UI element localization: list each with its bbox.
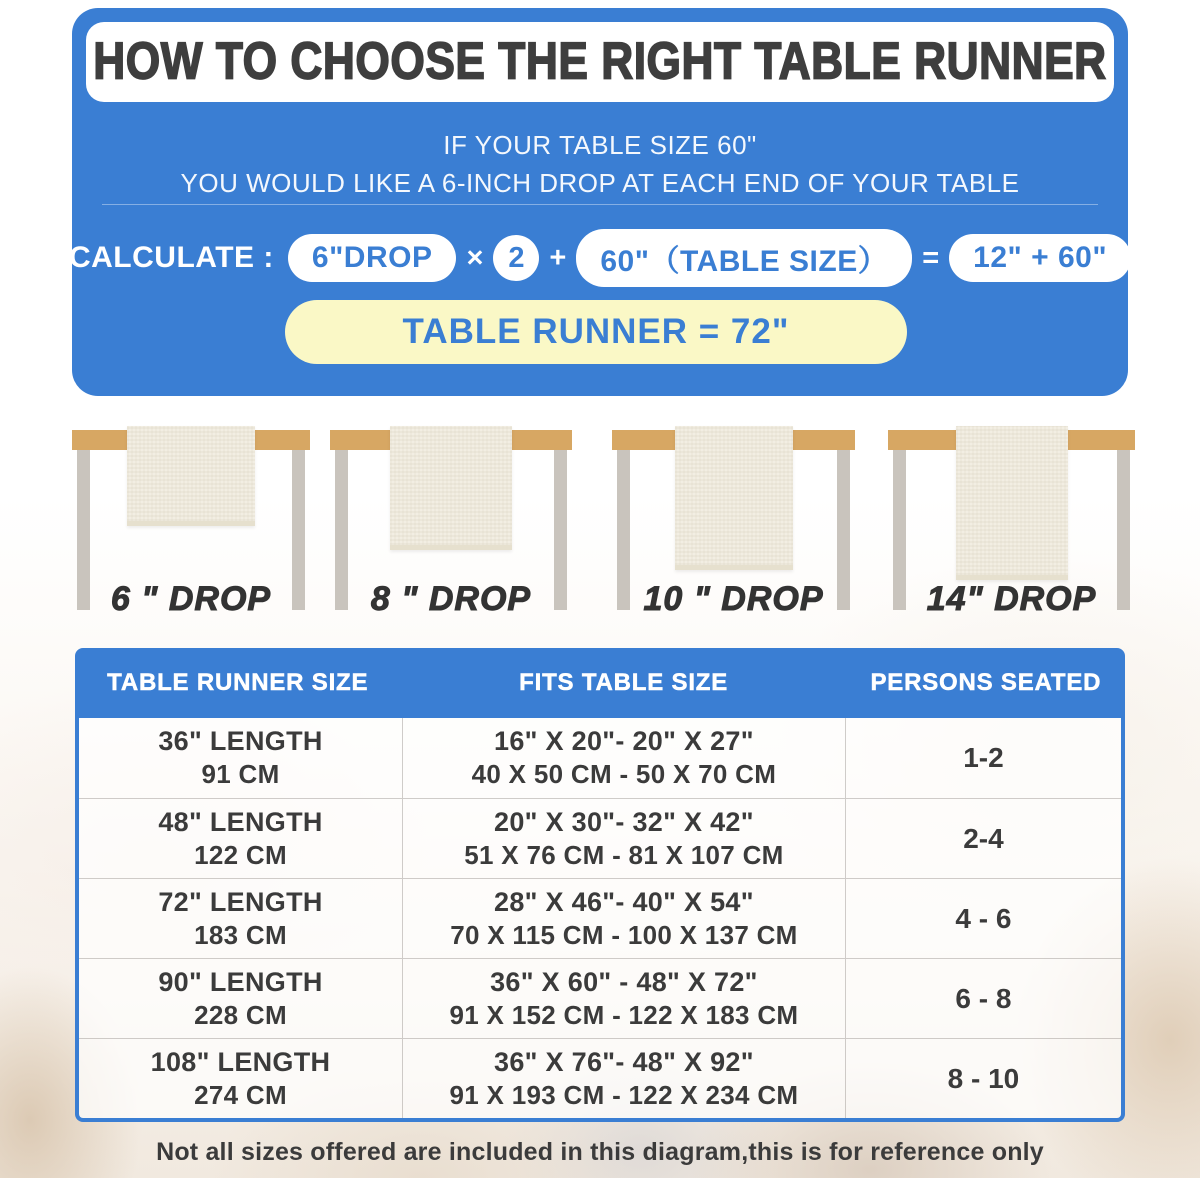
result-text: TABLE RUNNER = 72" [402,312,790,351]
table-illustration-10-inch [612,430,855,630]
equals-operator: = [922,241,940,274]
header-panel [68,8,1128,396]
runner-length-inches: 72" LENGTH [158,886,323,917]
runner-size-cell [79,800,402,878]
fits-table-cell [402,799,845,878]
fits-size-cm: 51 X 76 CM - 81 X 107 CM [464,839,784,870]
runner-length-cm: 274 CM [194,1079,287,1110]
calculation-row [68,230,1110,286]
runner-size-cell [79,880,402,958]
table-runner-graphic [127,426,255,526]
intro-text [72,126,1128,202]
sum-pill: 12" + 60" [949,234,1131,282]
table-row [79,1038,1121,1118]
table-runner-graphic [390,426,512,550]
runner-length-cm: 183 CM [194,919,287,950]
fits-table-cell [402,959,845,1038]
calculate-label: CALCULATE : [68,241,274,274]
runner-length-inches: 90" LENGTH [158,966,323,997]
runner-length-inches: 108" LENGTH [150,1046,331,1077]
fits-table-cell [402,718,845,798]
runner-size-cell [79,719,402,797]
persons-cell: 1-2 [845,718,1121,798]
fits-table-cell [402,1039,845,1118]
runner-length-inches: 36" LENGTH [158,726,323,756]
table-runner-graphic [675,426,793,570]
title-box [86,22,1114,102]
table-row [79,718,1121,798]
fits-size-cm: 91 X 193 CM - 122 X 234 CM [449,1079,799,1110]
intro-line-2: YOU WOULD LIKE A 6-INCH DROP AT EACH END OF YOUR TABLE [180,168,1020,198]
intro-line-1: IF YOUR TABLE SIZE 60" [443,130,757,160]
runner-size-cell [79,1040,402,1118]
fits-size-inches: 36" X 60" - 48" X 72" [490,966,758,997]
fits-size-inches: 36" X 76"- 48" X 92" [494,1046,754,1077]
persons-cell: 2-4 [845,799,1121,878]
times-operator: × [466,241,484,274]
divider-line [102,204,1098,205]
table-illustration-6-inch [72,430,310,630]
table-illustration-14-inch [888,430,1135,630]
table-runner-graphic [956,426,1068,580]
runner-length-cm: 122 CM [194,839,287,870]
column-header-persons: PERSONS SEATED [870,669,1102,696]
drop-label: 8 " DROP [370,580,532,618]
persons-cell: 4 - 6 [845,879,1121,958]
table-row [79,958,1121,1038]
table-illustration-8-inch [330,430,572,630]
fits-size-cm: 40 X 50 CM - 50 X 70 CM [471,759,777,789]
table-size-pill: 60"（TABLE SIZE） [576,229,912,287]
runner-length-cm: 228 CM [194,999,287,1030]
size-chart [75,648,1125,1122]
fits-size-inches: 20" X 30"- 32" X 42" [494,806,754,837]
table-row [79,878,1121,958]
runner-size-cell [79,960,402,1038]
plus-operator: + [549,241,567,274]
drop-label: 14" DROP [926,580,1097,618]
fits-table-cell [402,879,845,958]
page-title: HOW TO CHOOSE THE RIGHT TABLE RUNNER [93,32,1107,91]
fits-size-inches: 28" X 46"- 40" X 54" [494,886,754,917]
drop-value-pill: 6"DROP [288,234,457,282]
size-chart-header [75,648,1125,718]
fits-size-cm: 70 X 115 CM - 100 X 137 CM [450,919,798,950]
size-chart-body [75,718,1125,1122]
runner-length-inches: 48" LENGTH [158,806,323,837]
column-header-fits-table: FITS TABLE SIZE [519,669,729,696]
multiplier-badge: 2 [493,235,539,281]
drop-label: 6 " DROP [110,580,272,618]
footnote: Not all sizes offered are included in this diagram,this is for reference only [156,1138,1044,1166]
persons-cell: 6 - 8 [845,959,1121,1038]
table-row [79,798,1121,878]
runner-length-cm: 91 CM [201,759,280,789]
fits-size-inches: 16" X 20"- 20" X 27" [494,726,754,756]
drop-label: 10 " DROP [643,580,824,618]
persons-cell: 8 - 10 [845,1039,1121,1118]
fits-size-cm: 91 X 152 CM - 122 X 183 CM [449,999,799,1030]
result-pill [285,300,907,364]
column-header-runner-size: TABLE RUNNER SIZE [107,669,369,696]
